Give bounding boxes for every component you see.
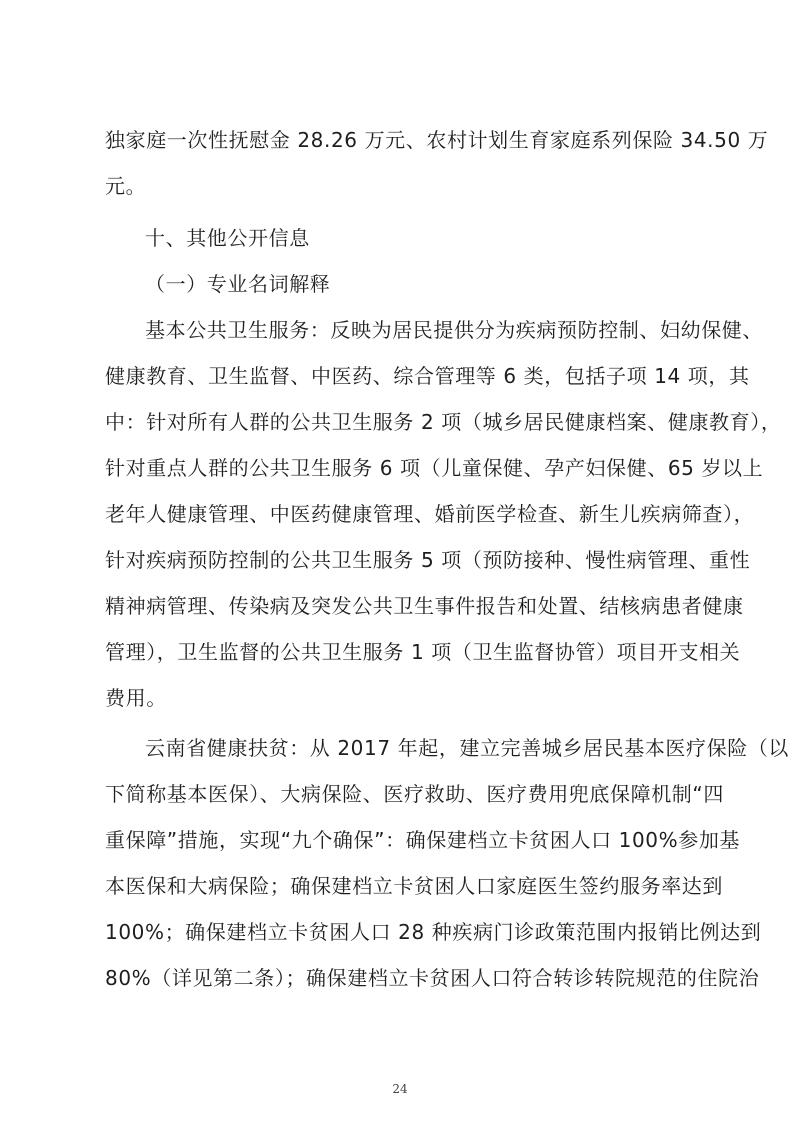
continuation-line: 元。 — [105, 174, 147, 198]
paragraph-line: 基本公共卫生服务：反映为居民提供分为疾病预防控制、妇幼保健、 — [145, 318, 763, 342]
paragraph-line: 本医保和大病保险；确保建档立卡贫困人口家庭医生签约服务率达到 — [105, 874, 723, 898]
paragraph-line: 中：针对所有人群的公共卫生服务 2 项（城乡居民健康档案、健康教育）， — [105, 410, 782, 434]
subsection-heading: （一）专业名词解释 — [145, 272, 331, 296]
continuation-line: 独家庭一次性抚慰金 28.26 万元、农村计划生育家庭系列保险 34.50 万 — [105, 128, 769, 152]
paragraph-line: 精神病管理、传染病及突发公共卫生事件报告和处置、结核病患者健康 — [105, 594, 744, 618]
paragraph-line: 重保障”措施，实现“九个确保”：确保建档立卡贫困人口 100%参加基 — [105, 828, 741, 852]
paragraph-line: 老年人健康管理、中医药健康管理、婚前医学检查、新生儿疾病筛查）， — [105, 502, 755, 526]
paragraph-line: 针对重点人群的公共卫生服务 6 项（儿童保健、孕产妇保健、65 岁以上 — [105, 456, 764, 480]
paragraph-line: 健康教育、卫生监督、中医药、综合管理等 6 类，包括子项 14 项，其 — [105, 364, 750, 388]
section-heading: 十、其他公开信息 — [145, 226, 310, 250]
paragraph-line: 管理），卫生监督的公共卫生服务 1 项（卫生监督协管）项目开支相关 — [105, 640, 741, 664]
page-number: 24 — [392, 1082, 408, 1096]
paragraph-line: 费用。 — [105, 686, 167, 710]
paragraph-line: 80%（详见第二条）；确保建档立卡贫困人口符合转诊转院规范的住院治 — [105, 966, 760, 990]
paragraph-line: 云南省健康扶贫：从 2017 年起，建立完善城乡居民基本医疗保险（以 — [145, 736, 790, 760]
paragraph-line: 下简称基本医保）、大病保险、医疗救助、医疗费用兜底保障机制“四 — [105, 782, 724, 806]
paragraph-line: 针对疾病预防控制的公共卫生服务 5 项（预防接种、慢性病管理、重性 — [105, 548, 751, 572]
paragraph-line: 100%；确保建档立卡贫困人口 28 种疾病门诊政策范围内报销比例达到 — [105, 920, 762, 944]
